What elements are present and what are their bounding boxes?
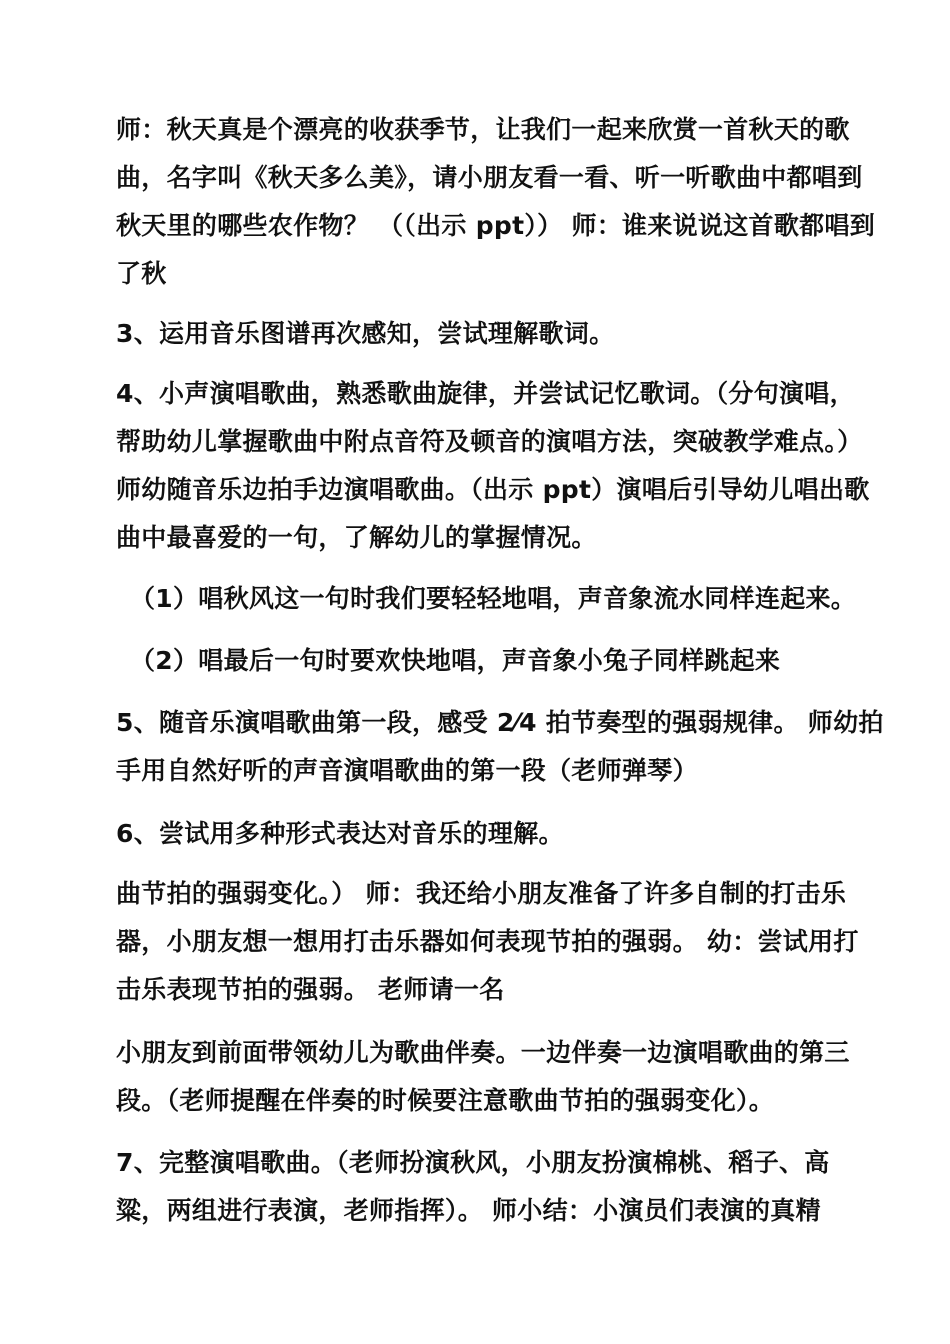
text-line: 小朋友到前面带领幼儿为歌曲伴奏。一边伴奏一边演唱歌曲的第三: [116, 1038, 850, 1067]
paragraph-accompaniment: [116, 1029, 850, 1125]
text-line: 师：秋天真是个漂亮的收获季节，让我们一起来欣赏一首秋天的歌: [116, 115, 850, 144]
text-line: 4、小声演唱歌曲，熟悉歌曲旋律，并尝试记忆歌词。（分句演唱，: [116, 379, 855, 408]
paragraph-step-3: [116, 310, 846, 358]
text-line: （2）唱最后一句时要欢快地唱，声音象小兔子同样跳起来: [130, 646, 781, 675]
text-line: 师幼随音乐边拍手边演唱歌曲。（出示 ppt）演唱后引导幼儿唱出歌: [116, 475, 870, 504]
text-line: 击乐表现节拍的强弱。 老师请一名: [116, 975, 505, 1004]
text-line: 秋天里的哪些农作物？ （（出示 ppt）） 师：谁来说说这首歌都唱到: [116, 211, 876, 240]
text-line: 7、完整演唱歌曲。（老师扮演秋风，小朋友扮演棉桃、稻子、高: [116, 1148, 830, 1177]
paragraph-step-7: [116, 1139, 846, 1235]
text-line: 6、尝试用多种形式表达对音乐的理解。: [116, 819, 564, 848]
text-line: 了秋: [116, 259, 167, 288]
paragraph-step-6: [116, 810, 846, 858]
text-line: 器，小朋友想一想用打击乐器如何表现节拍的强弱。 幼：尝试用打: [116, 927, 859, 956]
paragraph-sub-2: [130, 637, 860, 685]
text-line: 段。（老师提醒在伴奏的时候要注意歌曲节拍的强弱变化）。: [116, 1086, 775, 1115]
paragraph-step-5: [116, 699, 884, 795]
text-line: 曲，名字叫《秋天多么美》，请小朋友看一看、听一听歌曲中都唱到: [116, 163, 863, 192]
paragraph-percussion: [116, 870, 859, 1014]
paragraph-intro: [116, 106, 876, 298]
paragraph-step-4: [116, 370, 870, 562]
text-line: 粱，两组进行表演，老师指挥）。 师小结：小演员们表演的真精: [116, 1196, 821, 1225]
text-line: 曲中最喜爱的一句，了解幼儿的掌握情况。: [116, 523, 597, 552]
paragraph-sub-1: [130, 575, 860, 623]
text-line: 帮助幼儿掌握歌曲中附点音符及顿音的演唱方法，突破教学难点。）: [116, 427, 863, 456]
text-line: （1）唱秋风这一句时我们要轻轻地唱，声音象流水同样连起来。: [130, 584, 857, 613]
text-line: 3、运用音乐图谱再次感知，尝试理解歌词。: [116, 319, 615, 348]
text-line: 5、随音乐演唱歌曲第一段，感受 2⁄4 拍节奏型的强弱规律。 师幼拍: [116, 708, 884, 737]
text-line: 手用自然好听的声音演唱歌曲的第一段（老师弹琴）: [116, 756, 698, 785]
text-line: 曲节拍的强弱变化。） 师：我还给小朋友准备了许多自制的打击乐: [116, 879, 847, 908]
